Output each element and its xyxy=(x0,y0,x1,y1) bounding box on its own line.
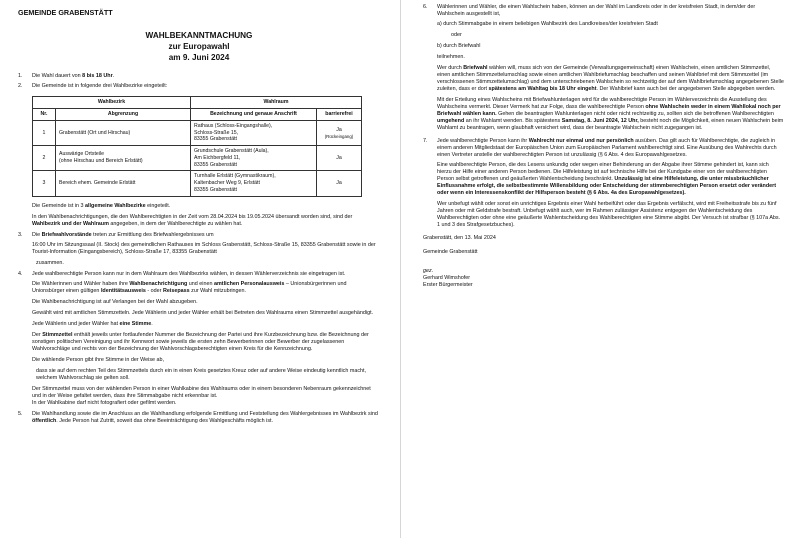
district-row: 3 Bereich ehem. Gemeinde Erlstätt Turnhalle Erlstätt (Gymnastikraum), Kaltenbacher Weg 9, Erlstätt 83355 Grabenstätt Ja xyxy=(33,171,362,196)
date-line: Grabenstätt, den 13. Mai 2024 xyxy=(423,235,496,242)
section-7: 7. Jede wahlberechtigte Person kann ihr Wahlrecht nur einmal und nur persönlich ausüben. Das gilt auch für Wahlberechtigte, die zugleich in einem anderen Mitgliedstaat der Europäischen Union zum Europäischen Parlament wahlberechtigt sind. Eine Ausübung des Wahlrechts durch einen Vertreter anstelle der wahlberechtigten Person ist unzulässig (§ 6 Abs. 4 des Europawahlgesetzes. xyxy=(423,138,777,159)
section-2: 2. Die Gemeinde ist in folgende drei Wahlbezirke eingeteilt: xyxy=(18,83,168,90)
section-4: 4. Jede wahlberechtigte Person kann nur in dem Wahlraum des Wahlbezirks wählen, in dessen Wählerverzeichnis sie eingetragen ist. xyxy=(18,270,346,277)
section-5: 5. Die Wahlhandlung sowie die im Anschluss an die Wahlhandlung erfolgende Ermittlung und Feststellung des Wahlergebnisses im Wahlbezirk sind öffentlich. Jede Person hat Zutritt, soweit das ohne Beeinträchtigung des Wahlgeschäfts möglich ist. xyxy=(18,410,378,424)
district-row: 2 Auswärige Ortsteile (ohne Hirschau und Bereich Erlstätt) Grundschule Grabenstätt (Aula), Am Eichbergfeld 11, 83355 Grabenstätt Ja xyxy=(33,146,362,171)
signer-name: Gerhard Wimshofer xyxy=(423,275,471,282)
section-6: 6. Wählerinnen und Wähler, die einen Wahlschein haben, können an der Wahl im Landkreis oder in der kreisfreien Stadt, in dem/der der Wahlschein ausgestellt ist, xyxy=(423,4,756,18)
issuer: Gemeinde Grabenstätt xyxy=(423,249,478,256)
signer-title: Erster Bürgermeister xyxy=(423,282,473,289)
section-3: 3. Die Briefwahlvorstände treten zur Ermittlung des Briefwahlergebnisses um xyxy=(18,231,214,238)
district-count-note: Die Gemeinde ist in 3 allgemeine Wahlbezirke eingeteilt. xyxy=(32,202,171,209)
signature-block: Grabenstätt, den 13. Mai 2024 Gemeinde Grabenstätt gez. Gerhard Wimshofer Erster Bürgermeister xyxy=(423,235,784,289)
municipality-header: GEMEINDE GRABENSTÄTT xyxy=(18,8,113,17)
section-1: 1. Die Wahl dauert von 8 bis 18 Uhr. xyxy=(18,73,115,80)
right-page: 6. Wählerinnen und Wähler, die einen Wahlschein haben, können an der Wahl im Landkreis oder in der kreisfreien Stadt, in dem/der der Wahlschein ausgestellt ist, a) durch Stimmabgabe in einem beliebigen Wahlbezirk des Landkreises/der kreisfreien Stadt oder b) durch Briefwahl teilnehmen. Wer durch Briefwahl wählen will, muss sich von der Gemeinde (Verwaltungsgemeinschaft) einen Wahlschein, einen amtlichen Stimmzettel, einen amtlichen Stimmzettelumschlag sowie einen amtlichen Wahlbriefumschlag beschaffen und seinen Wahlbrief mit dem Stimmzettel (im verschlossenen Stimmzettelumschlag) und dem unterschriebenen Wahlschein so rechtzeitig der auf dem Wahlbriefumschlag angegebenen Stelle zuleiten, dass er dort spätestens am Wahltag bis 18 Uhr eingeht. Der Wahlbrief kann auch bei der angegebenen Stelle abgegeben werden. Mit der Erteilung eines Wahlscheins mit Briefwahlunterlagen wird für die wahlberechtigte Person im Wählerverzeichnis die Ausstellung des Wahlscheins vermerkt. Dieser Vermerk hat zur Folge, dass die wahlberechtigte Person ohne Wahlschein weder in einem Wahllokal noch per Briefwahl wählen kann. Gehen die beantragten Wahlunterlagen nicht oder nicht rechtzeitig zu, sollten sich die betroffenen Wahlberechtigten umgehend an ihr Wahlamt wenden. Bis spätestens Samstag, 8. Juni 2024, 12 Uhr, besteht noch die Möglichkeit, einen neuen Wahlschein beim Wahlamt zu beantragen, wenn glaubhaft versichert wird, dass der beantragte Wahlschein nicht zugegangen ist. 7. Jede wahlberechtigte Person kann ihr Wahlrecht nur einmal und nur persönlich ausüben. Das gilt auch für Wahlberechtigte, die zugleich in einem anderen Mitgliedstaat der Europäischen Union zum Europäischen Parlament wahlberechtigt sind. Eine Ausübung des Wahlrechts durch einen Vertreter anstelle der wahlberechtigten Person ist unzulässig (§ 6 Abs. 4 des Europawahlgesetzes. Eine wahlberechtigte Person, die des Lesens unkundig oder wegen einer Behinderung an der Abgabe ihrer Stimme gehindert ist, kann sich hierzu der Hilfe einer anderen Person bedienen. Die Hilfeleistung ist auf technische Hilfe bei der Kundgabe einer von der wahlberechtigten Person selbst getroffenen und geäußerten Wahlentscheidung beschränkt. Unzulässig ist eine Hilfeleistung, die unter missbräuchlicher Einflussnahme erfolgt, die selbstbestimmte Willensbildung oder Entscheidung der stimmberechtigten Person ersetzt oder verändert oder wenn ein Interessenskonflikt der Hilfsperson besteht (§ 6 Abs. 4a des Europawahlgesetzes). Wer unbefugt wählt oder sonst ein unrichtiges Ergebnis einer Wahl herbeiführt oder das Ergebnis verfälscht, wird mit Freiheitsstrafe bis zu fünf Jahren oder mit Geldstrafe bestraft. Unbefugt wählt auch, wer im Rahmen zulässiger Assistenz entgegen der Wahlentscheidung des Wahlberechtigten oder ohne eine geäußerte Wahlentscheidung des Wahlberechtigten eine Stimme abgibt. Der Versuch ist strafbar (§ 107a Abs. 1 und 3 des Strafgesetzbuches). Grabenstätt, den 13. Mai 2024 Gemeinde Grabenstätt gez. Gerhard Wimshofer Erster Bürgermeister xyxy=(400,0,800,538)
document-title: WAHLBEKANNTMACHUNG zur Europawahl am 9. Juni 2024 xyxy=(145,31,253,62)
district-table: Wahlbezirk Wahlraum Nr. Abgrenzung Bezeichnung und genaue Anschrift barrierefrei 1 Grabenstätt (Ort und Hirschau) Rathaus (Schloss-Eingangshalle), Schloss-Straße 15, 83355 Grabenstätt Ja (Rückeingang) 2 Auswärige Ortsteile (ohne Hirschau und Bereich Erlstätt) Grundschule Grabenstätt (Aula), Am Eichbergfeld 11, 83355 Grabenstätt Ja 3 Bereich ehem. Gemeinde Erlstätt Turnhalle Erlstätt (Gymnastikraum), Kaltenbacher Weg 9, Erlstätt 83355 Grabenstätt Ja xyxy=(32,96,362,196)
left-page: GEMEINDE GRABENSTÄTT WAHLBEKANNTMACHUNG zur Europawahl am 9. Juni 2024 1. Die Wahl dauert von 8 bis 18 Uhr. 2. Die Gemeinde ist in folgende drei Wahlbezirke eingeteilt: Wahlbezirk Wahlraum Nr. Abgrenzung Bezeichnung und genaue Anschrift barrierefrei 1 Grabenstätt (Ort und Hirschau) Rathaus (Schloss-Eingangshalle), Schloss-Straße 15, 83355 Grabenstätt Ja (Rückeingang) 2 Auswärige Ortsteile (ohne Hirschau und Bereich Erlstätt) Grundschule Grabenstätt (Aula), Am Eichbergfeld 11, 83355 Grabenstätt Ja 3 Bereich ehem. Gemeinde Erlstätt Turnhalle Erlstätt (Gymnastikraum), Kaltenbacher Weg 9, Erlstätt 83355 Grabenstätt Ja Die Gemeinde ist in 3 allgemeine Wahlbezirke eingeteilt. In den Wahlbenachrichtigungen, die den Wahlberechtigten in der Zeit vom 28.04.2024 bis 19.05.2024 übersandt worden sind, sind der Wahlbezirk und der Wahlraum angegeben, in dem der Wahlberechtigte zu wählen hat. 3. Die Briefwahlvorstände treten zur Ermittlung des Briefwahlergebnisses um 16:00 Uhr im Sitzungssaal (II. Stock) des gemeindlichen Rathauses im Schloss Grabenstätt, Schloss-Straße 15, 83355 Grabenstätt sowie in der Tourist-Information (Eingangsbereich), Schloss-Straße 17, 83355 Grabenstätt zusammen. 4. Jede wahlberechtigte Person kann nur in dem Wahlraum des Wahlbezirks wählen, in dessen Wählerverzeichnis sie eingetragen ist. Die Wählerinnen und Wähler haben ihre Wahlbenachrichtigung und einen amtlichen Personalausweis – Unionsbürgerinnen und Unionsbürger einen gültigen Identitätsausweis - oder Reisepass zur Wahl mitzubringen. Die Wahlbenachrichtigung ist auf Verlangen bei der Wahl abzugeben. Gewählt wird mit amtlichen Stimmzetteln. Jede Wählerin und jeder Wähler erhält bei Betreten des Wahlraums einen Stimmzettel ausgehändigt. Jede Wählerin und jeder Wähler hat eine Stimme. Der Stimmzettel enthält jeweils unter fortlaufender Nummer die Bezeichnung der Partei und ihre Kurzbezeichnung bzw. die Bezeichnung der sonstigen politischen Vereinigung und ihr Kennwort sowie jeweils die ersten zehn Bewerberinnen oder Bewerber der zugelassenen Wahlvorschläge und rechts von der Bezeichnung der Wahlvorschlagsberechtigten einen Kreis für die Kennzeichnung. Die wählende Person gibt ihre Stimme in der Weise ab, dass sie auf dem rechten Teil des Stimmzettels durch ein in einen Kreis gesetztes Kreuz oder auf andere Weise eindeutig kenntlich macht, welchem Wahlvorschlag sie gelten soll. Der Stimmzettel muss von der wählenden Person in einer Wahlkabine des Wahlraums oder in einem besonderen Nebenraum gekennzeichnet und in der Weise gefaltet werden, dass ihre Stimmabgabe nicht erkennbar ist. In der Wahlkabine darf nicht fotografiert oder gefilmt werden. 5. Die Wahlhandlung sowie die im Anschluss an die Wahlhandlung erfolgende Ermittlung und Feststellung des Wahlergebnisses im Wahlbezirk sind öffentlich. Jede Person hat Zutritt, soweit das ohne Beeinträchtigung des Wahlgeschäfts möglich ist. xyxy=(0,0,400,538)
notification-note: In den Wahlbenachrichtigungen, die den Wahlberechtigten in der Zeit vom 28.04.2024 bis 19.05.2024 übersandt worden sind, sind der Wahlbezirk und der Wahlraum angegeben, in dem der Wahlberechtigte zu wählen hat. xyxy=(32,213,353,227)
district-row: 1 Grabenstätt (Ort und Hirschau) Rathaus (Schloss-Eingangshalle), Schloss-Straße 15, 83355 Grabenstätt Ja (Rückeingang) xyxy=(33,120,362,145)
